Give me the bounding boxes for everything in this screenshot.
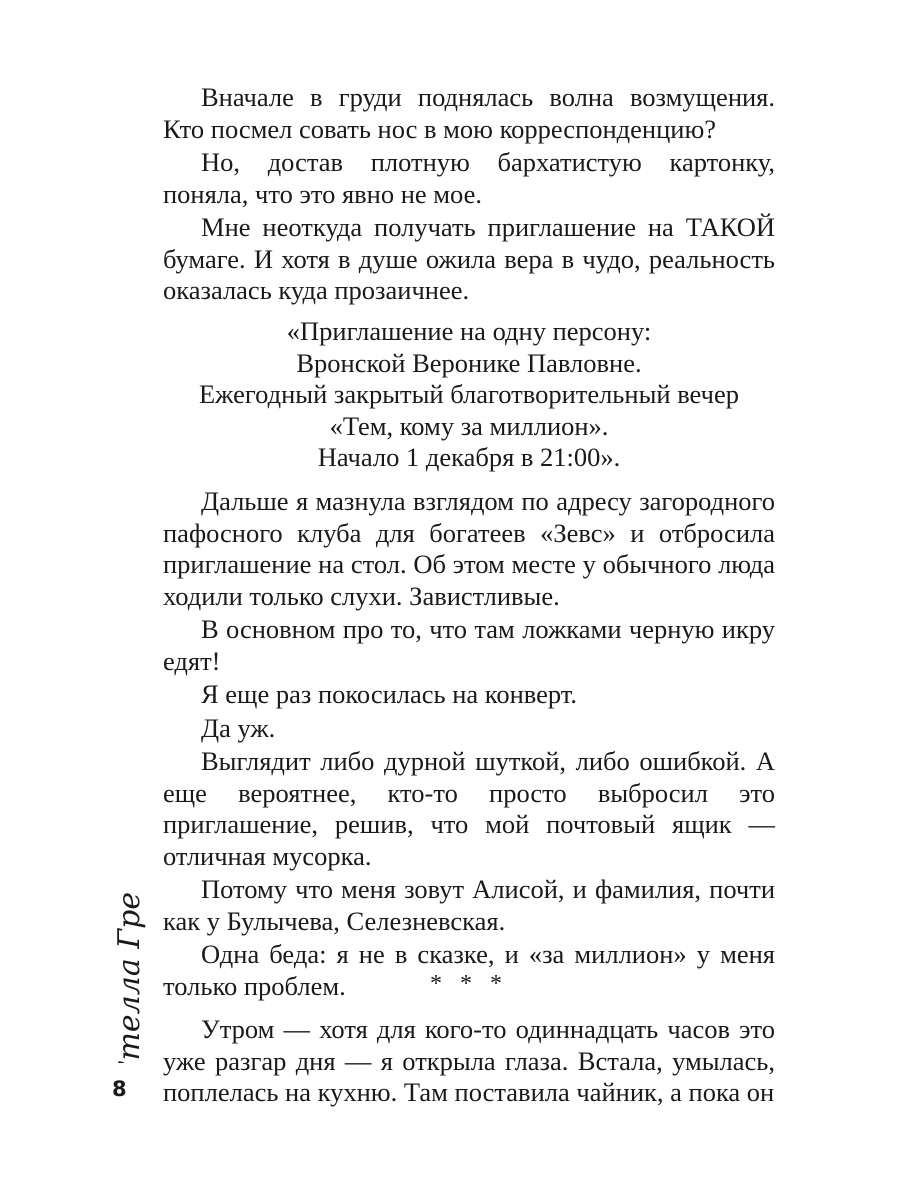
paragraph: Дальше я мазнула взглядом по адресу загородного пафосного клуба для богатеев «Зевс» и отбросила приглашение на стол. Об этом месте у обычного люда ходили только слухи. Завистливые. <box>163 486 775 611</box>
paragraph: Потому что меня зовут Алисой, и фамилия, почти как у Булычева, Селезневская. <box>163 874 775 936</box>
paragraph: Я еще раз покосилась на конверт. <box>201 679 577 709</box>
page-number: 8 <box>112 1077 127 1101</box>
paragraph: Мне неоткуда получать приглашение на ТАКОЙ бумаге. И хотя в душе ожила вера в чудо, реальность оказалась куда прозаичнее. <box>163 212 775 305</box>
paragraph: Но, достав плотную бархатистую картонку, поняла, что это явно не мое. <box>163 147 775 209</box>
invitation-line: Вронской Веронике Павловне. <box>296 347 642 378</box>
paragraph: Одна беда: я не в сказке, и «за миллион» у меня только проблем. <box>163 939 775 1001</box>
author-signature-logo <box>104 893 152 1063</box>
paragraph: Утром — хотя для кого-то одиннадцать часов это уже разгар дня — я открыла глаза. Встала, умылась, поплелась на кухню. Там поставила чайник, а пока он <box>163 1014 775 1107</box>
svg-text:Стелла Грей: Стелла Грей <box>112 893 147 1063</box>
body-text-bottom <box>163 1014 775 1111</box>
paragraph: Вначале в груди поднялась волна возмущения. Кто посмел совать нос в мою корреспонденцию? <box>163 82 775 144</box>
author-signature-icon <box>104 893 152 1063</box>
body-text-middle <box>163 486 775 1004</box>
paragraph: Выглядит либо дурной шуткой, либо ошибкой. А еще вероятнее, кто-то просто выбросил это приглашение, решив, что мой почтовый ящик — отличная мусорка. <box>163 746 775 871</box>
section-separator: * * * <box>430 971 508 997</box>
paragraph: Да уж. <box>201 712 276 743</box>
invitation-line: Начало 1 декабря в 21:00». <box>317 442 621 472</box>
paragraph: В основном про то, что там ложками черную икру едят! <box>163 614 775 676</box>
invitation-line: «Тем, кому за миллион». <box>329 410 609 441</box>
invitation-text <box>163 316 775 474</box>
invitation-line: «Приглашение на одну персону: <box>286 316 652 346</box>
invitation-line: Ежегодный закрытый благотворительный вечер <box>199 379 739 409</box>
body-text-top <box>163 82 775 309</box>
